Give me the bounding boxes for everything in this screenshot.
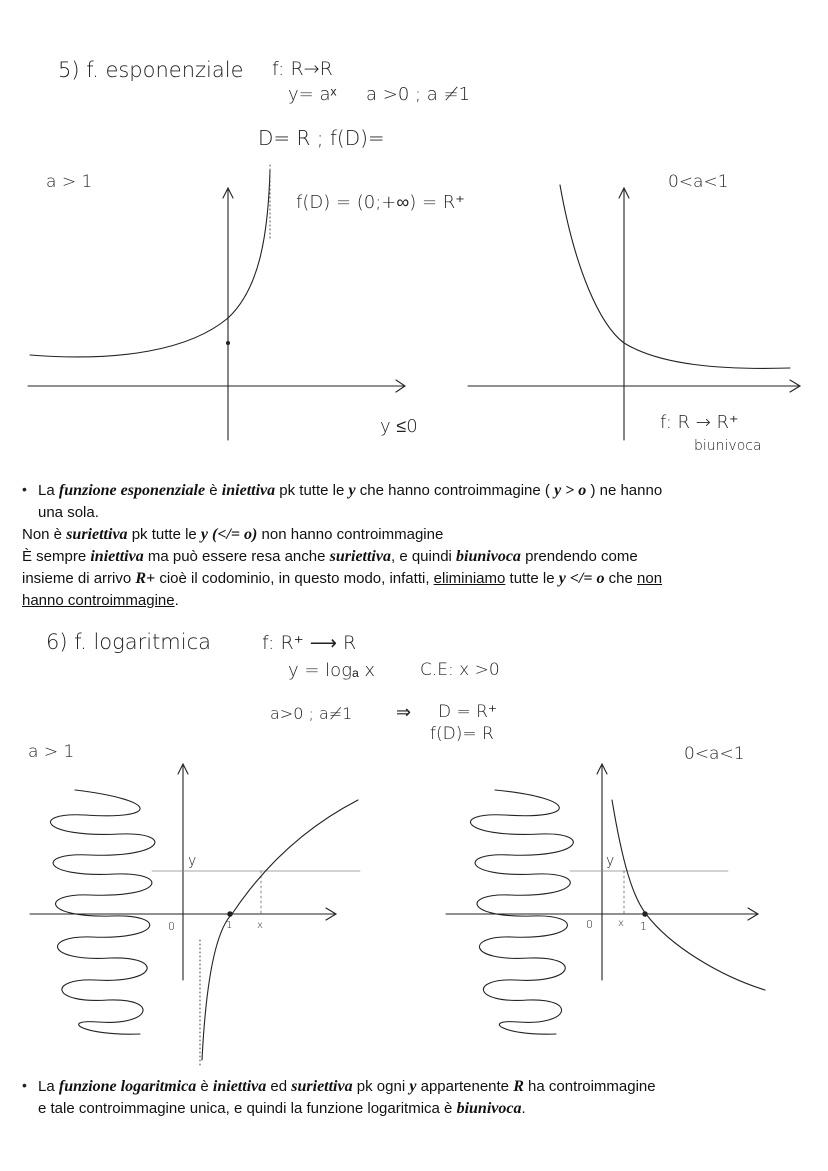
s5-title: 5) f. esponenziale [58, 58, 244, 82]
p2-term-iniettiva: iniettiva [212, 1078, 267, 1095]
p1-line-5 [22, 568, 662, 590]
p2-term-biunivoca: biunivoca [456, 1100, 522, 1117]
p1-term-suriettiva: suriettiva [66, 526, 128, 543]
p1-text: è [205, 482, 222, 499]
p2-term-y: y [409, 1078, 417, 1095]
p1-term-y: y [348, 482, 356, 499]
p1-term-rplus: R+ [135, 570, 156, 587]
s5-bij-map: f: R → R⁺ [660, 412, 739, 433]
p1-text: non hanno controimmagine [257, 526, 444, 543]
s5-map: f: R→R [272, 58, 333, 80]
p1-term-yle0: y (</= o) [200, 526, 258, 543]
p1-text: , e quindi [390, 548, 457, 565]
p2-text: . [521, 1100, 526, 1117]
s5-note-y: y ≤0 [380, 416, 418, 437]
p2-term-r: R [513, 1078, 524, 1095]
s6-domain: D = R⁺ [438, 702, 497, 722]
log-right-one-label: 1 [640, 920, 647, 933]
s5-range: f(D) = (0;+∞) = R⁺ [296, 192, 465, 213]
s6-eq: y = logₐ x [288, 660, 376, 681]
s6-range: f(D)= R [430, 724, 494, 744]
s5-cond: a >0 ; a ≠1 [366, 84, 471, 105]
s6-map: f: R⁺ ⟶ R [262, 632, 357, 654]
wavy-doodle-right [470, 790, 573, 1034]
p1-text: ma può essere resa anche [143, 548, 330, 565]
p1-term-biunivoca: biunivoca [456, 548, 521, 565]
p1-text: una sola. [38, 504, 99, 521]
p1-text: cioè il codominio, in questo modo, infatti, [155, 570, 434, 587]
p1-text: ) ne hanno [586, 482, 663, 499]
p1-text: È sempre [22, 548, 91, 565]
log-right-origin-label: 0 [586, 918, 593, 931]
p1-underlined: non [637, 570, 663, 587]
s6-left-label: a > 1 [28, 742, 75, 762]
p1-text: La [38, 482, 59, 499]
p1-line-1 [38, 480, 662, 502]
log-right-y-label: y [606, 853, 615, 869]
p1-term-yle0: y </= o [558, 570, 605, 587]
p2-text: La [38, 1078, 59, 1095]
log-right-x-label: x [618, 918, 624, 929]
p2-text: pk ogni [352, 1078, 410, 1095]
p1-text: che hanno controimmagine ( [355, 482, 555, 499]
exp-left-intercept [227, 342, 230, 345]
log-left-y-label: y [188, 853, 197, 869]
p2-term-suriettiva: suriettiva [291, 1078, 353, 1095]
p2-line-1 [38, 1076, 656, 1098]
p1-term-iniettiva: iniettiva [90, 548, 144, 565]
exp-right-curve [560, 185, 790, 368]
p2-line-2 [38, 1098, 526, 1120]
p1-text: insieme di arrivo [22, 570, 136, 587]
p1-term-ygt0: y > o [554, 482, 587, 499]
p1-line-4 [22, 546, 638, 568]
p1-line-2 [38, 502, 99, 524]
p2-text: e tale controimmagine unica, e quindi la funzione logaritmica è [38, 1100, 457, 1117]
p1-term-iniettiva: iniettiva [221, 482, 276, 499]
s6-title: 6) f. logaritmica [46, 630, 212, 654]
p2-text: ed [266, 1078, 292, 1095]
s5-eq: y= aˣ [288, 84, 337, 105]
p2-text: è [196, 1078, 213, 1095]
p1-text: . [174, 592, 179, 609]
p1-text: prendendo come [520, 548, 638, 565]
p1-text: Non è [22, 526, 67, 543]
p1-text: pk tutte le [275, 482, 349, 499]
log-right-curve [612, 800, 765, 990]
p1-term-exp: funzione esponenziale [58, 482, 206, 499]
log-left-origin-label: 0 [168, 920, 175, 933]
s5-right-label: 0<a<1 [668, 172, 729, 192]
log-right-x-one-dot [643, 912, 647, 916]
p2-text: ha controimmagine [523, 1078, 656, 1095]
log-left-x-one-dot [228, 912, 232, 916]
p1-underlined: hanno controimmagine [22, 592, 175, 609]
bullet-1: • [22, 481, 27, 497]
s6-ce: C.E: x >0 [420, 660, 500, 680]
log-left-x-label: x [257, 920, 263, 931]
s6-cond: a>0 ; a≠1 [270, 704, 353, 723]
s6-right-label: 0<a<1 [684, 744, 745, 764]
p1-text: pk tutte le [127, 526, 201, 543]
s5-left-label: a > 1 [46, 172, 93, 192]
p1-text: tutte le [505, 570, 559, 587]
s5-domain: D= R ; f(D)= [258, 126, 385, 150]
s6-arrow: ⇒ [396, 702, 412, 723]
s5-bij-word: biunivoca [694, 438, 762, 454]
exp-left-curve [30, 170, 270, 357]
log-left-one-label: 1 [226, 920, 233, 931]
p1-underlined: eliminiamo [433, 570, 506, 587]
bullet-2: • [22, 1077, 27, 1093]
p2-term-log: funzione logaritmica [58, 1078, 197, 1095]
p1-term-suriettiva: suriettiva [329, 548, 391, 565]
p1-line-3 [22, 524, 443, 546]
wavy-doodle-left [50, 790, 154, 1034]
p2-text: appartenente [416, 1078, 514, 1095]
p1-text: che [604, 570, 638, 587]
p1-line-6 [22, 590, 179, 612]
